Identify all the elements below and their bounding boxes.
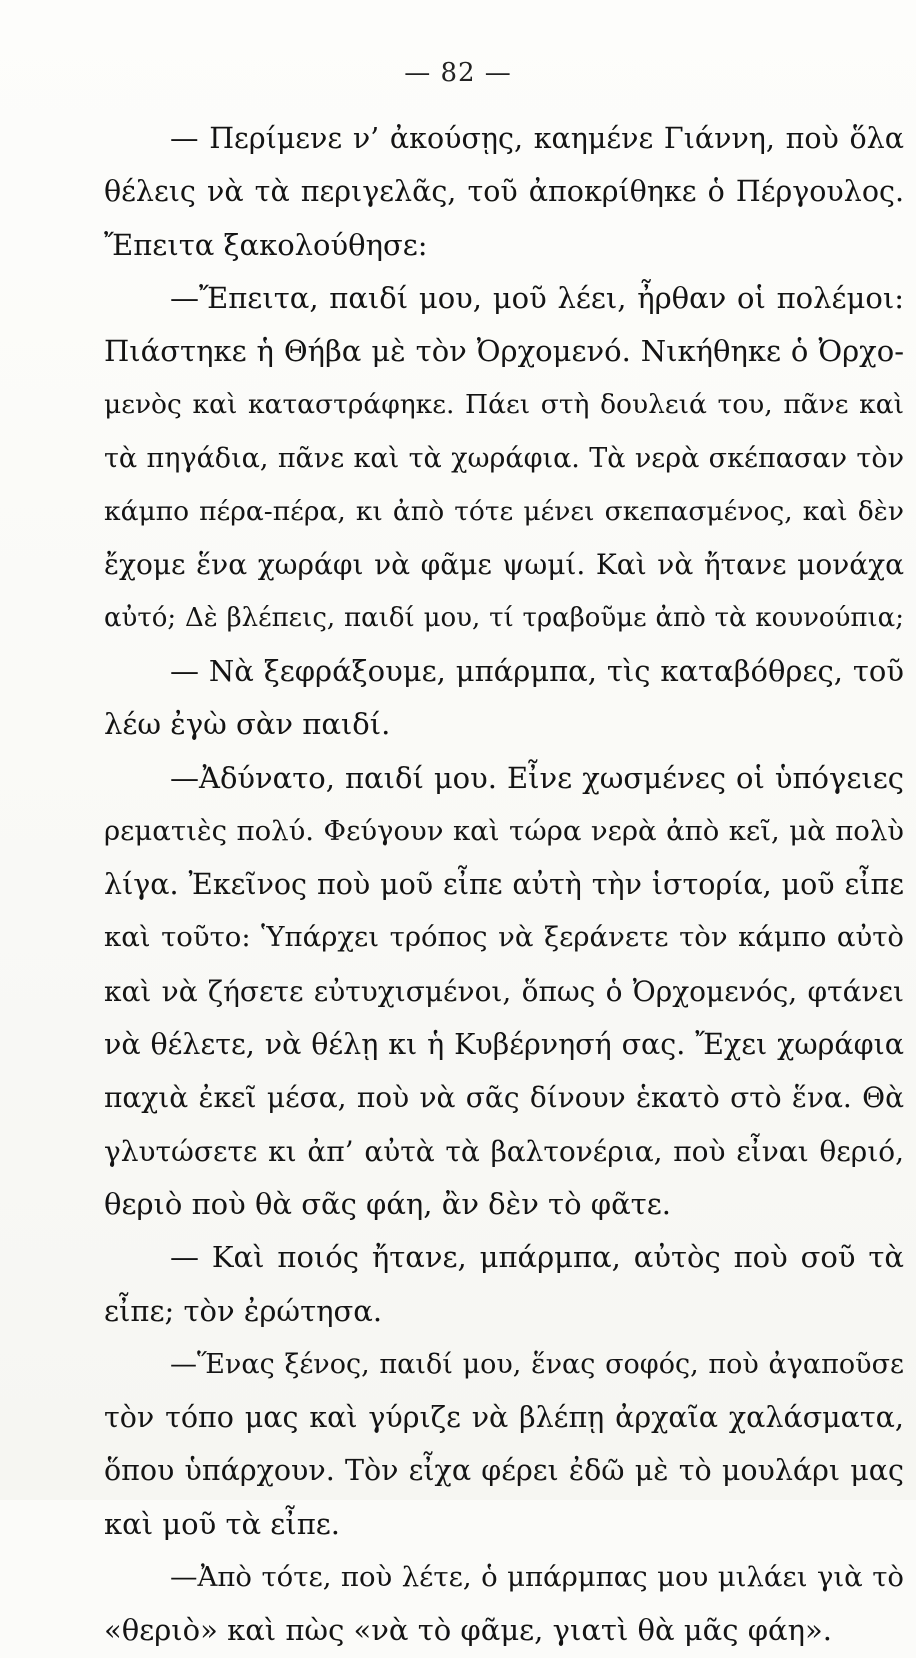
text-line: εἶπε; τὸν ἐρώτησα. [104, 1293, 383, 1328]
text-line: τὸν τόπο μας καὶ γύριζε νὰ βλέπῃ ἀρχαῖα χαλάσματα, [104, 1401, 904, 1435]
text-line: λίγα. Ἐκεῖνος ποὺ μοῦ εἶπε αὐτὴ τὴν ἱστορία, μοῦ εἶπε [104, 868, 904, 902]
text-line: ἔχομε ἕνα χωράφι νὰ φᾶμε ψωμί. Καὶ νὰ ἤτανε μονάχα [104, 548, 904, 582]
text-line: —Ἀπὸ τότε, ποὺ λέτε, ὁ μπάρμπας μου μιλάει γιὰ τὸ [170, 1561, 904, 1594]
text-line: θεριὸ ποὺ θὰ σᾶς φάη, ἂν δὲν τὸ φᾶτε. [104, 1186, 671, 1221]
text-line: —Ἀδύνατο, παιδί μου. Εἶνε χωσμένες οἱ ὑπόγειες [170, 760, 904, 795]
text-line: αὐτό; Δὲ βλέπεις, παιδί μου, τί τραβοῦμε ἀπὸ τὰ κουνούπια; [104, 602, 904, 633]
text-line: — Περίμενε ν’ ἀκούσῃς, καημένε Γιάννη, ποὺ ὅλα [170, 122, 904, 155]
text-line: —Ἕνας ξένος, παιδί μου, ἕνας σοφός, ποὺ ἀγαποῦσε [170, 1348, 904, 1380]
text-line: λέω ἐγὼ σὰν παιδί. [104, 707, 391, 742]
text-line: τὰ πηγάδια, πᾶνε καὶ τὰ χωράφια. Τὰ νερὰ σκέπασαν τὸν [104, 442, 904, 474]
text-line: καὶ νὰ ζήσετε εὐτυχισμένοι, ὅπως ὁ Ὀρχομενός, φτάνει [104, 974, 904, 1008]
text-line: —Ἔπειτα, παιδί μου, μοῦ λέει, ἦρθαν οἱ πολέμοι: [170, 280, 904, 315]
text-line: Πιάστηκε ἡ Θήβα μὲ τὸν Ὀρχομενό. Νικήθηκε ὁ Ὀρχο- [104, 334, 904, 369]
text-line: κάμπο πέρα-πέρα, κι ἀπὸ τότε μένει σκεπασμένος, καὶ δὲν [104, 496, 904, 528]
text-line: ὅπου ὑπάρχουν. Τὸν εἶχα φέρει ἐδῶ μὲ τὸ μουλάρι μας [104, 1454, 904, 1488]
page-number: — 82 — [404, 58, 512, 88]
text-line: — Καὶ ποιός ἤτανε, μπάρμπα, αὐτὸς ποὺ σοῦ τὰ [170, 1240, 904, 1275]
text-line: «θεριὸ» καὶ πὼς «νὰ τὸ φᾶμε, γιατὶ θὰ μᾶς φάη». [104, 1613, 832, 1648]
text-line: θέλεις νὰ τὰ περιγελᾶς, τοῦ ἀποκρίθηκε ὁ Πέργουλος. [104, 175, 904, 209]
text-line: μενὸς καὶ καταστράφηκε. Πάει στὴ δουλειά του, πᾶνε καὶ [104, 389, 904, 421]
text-line: γλυτώσετε κι ἀπ’ αὐτὰ τὰ βαλτονέρια, ποὺ εἶναι θεριό, [104, 1134, 904, 1168]
text-line: παχιὰ ἐκεῖ μέσα, ποὺ νὰ σᾶς δίνουν ἑκατὸ στὸ ἕνα. Θὰ [104, 1081, 904, 1115]
text-line: νὰ θέλετε, νὰ θέλῃ κι ἡ Κυβέρνησή σας. Ἔχει χωράφια [104, 1028, 904, 1062]
text-line: — Νὰ ξεφράξουμε, μπάρμπα, τὶς καταβόθρες, τοῦ [170, 653, 904, 688]
body-text [104, 112, 904, 1658]
text-line: ρεματιὲς πολύ. Φεύγουν καὶ τώρα νερὰ ἀπὸ κεῖ, μὰ πολὺ [104, 814, 904, 847]
text-line: Ἔπειτα ξακολούθησε: [104, 227, 428, 262]
text-line: καὶ τοῦτο: Ὑπάρχει τρόπος νὰ ξεράνετε τὸν κάμπο αὐτὸ [104, 921, 904, 954]
text-line: καὶ μοῦ τὰ εἶπε. [104, 1506, 340, 1541]
